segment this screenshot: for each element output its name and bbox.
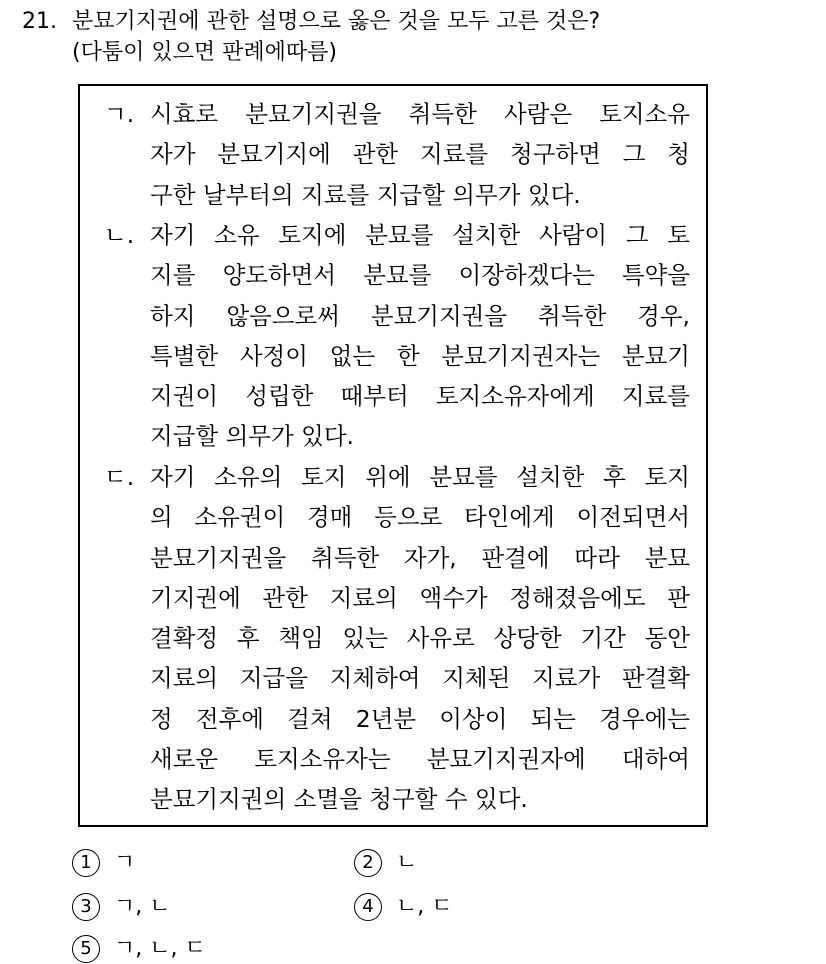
statement-text: 하지 않음으로써 분묘기지권을 취득한 경우, — [150, 301, 690, 330]
choice-5[interactable] — [72, 934, 206, 964]
statement-text: 특별한 사정이 없는 한 분묘기지권자는 분묘기 — [150, 341, 690, 370]
statement-text: 기지권에 관한 지료의 액수가 정해졌음에도 판 — [150, 583, 690, 612]
statement-box — [78, 84, 708, 827]
statement-mark: ㄷ. — [104, 463, 135, 491]
statement-line — [104, 376, 694, 416]
statement-text: 정 전후에 걸쳐 2년분 이상이 되는 경우에는 — [150, 704, 690, 733]
choice-answer: ㄱ, ㄴ, ㄷ — [114, 936, 206, 961]
statement-nieun — [104, 215, 694, 457]
choice-4[interactable] — [354, 892, 453, 922]
choice-answer: ㄴ, ㄷ — [396, 894, 453, 919]
statement-text: 자기 소유 토지에 분묘를 설치한 사람이 그 토 — [150, 221, 690, 249]
statement-line — [104, 457, 694, 497]
statement-line — [104, 175, 694, 215]
statement-giyeok — [104, 94, 694, 215]
statement-line — [104, 779, 694, 819]
statement-line — [104, 497, 694, 537]
statement-line — [104, 618, 694, 658]
statement-mark: ㄱ. — [104, 100, 135, 128]
choice-number: 5 — [72, 935, 100, 963]
statement-line — [104, 658, 694, 698]
choice-number: 4 — [354, 893, 382, 921]
choice-2[interactable] — [354, 848, 417, 878]
choice-answer: ㄱ, ㄴ — [114, 894, 171, 919]
statement-text: 새로운 토지소유자는 분묘기지권자에 대하여 — [150, 745, 690, 774]
choice-1[interactable] — [72, 848, 135, 878]
statement-line — [104, 699, 694, 739]
statement-text: 지권이 성립한 때부터 토지소유자에게 지료를 — [150, 382, 690, 411]
choice-3[interactable] — [72, 892, 171, 922]
statement-line — [104, 538, 694, 578]
statement-text: 결확정 후 책임 있는 사유로 상당한 기간 동안 — [150, 624, 690, 653]
choice-number: 2 — [354, 849, 382, 877]
question-number: 21. — [22, 9, 57, 34]
statement-text: 의 소유권이 경매 등으로 타인에게 이전되면서 — [150, 503, 690, 532]
question-title-line — [22, 6, 812, 38]
question-header — [22, 6, 812, 68]
statement-line — [104, 134, 694, 174]
statement-line — [104, 739, 694, 779]
question-subtitle: (다툼이 있으면 판례에따름) — [72, 40, 337, 65]
statement-text: 구한 날부터의 지료를 지급할 의무가 있다. — [150, 180, 581, 209]
statement-line — [104, 296, 694, 336]
statement-line — [104, 416, 694, 456]
choice-answer: ㄱ — [114, 850, 136, 875]
statement-text: 분묘기지권을 취득한 자가, 판결에 따라 분묘 — [150, 543, 690, 572]
statement-text: 지를 양도하면서 분묘를 이장하겠다는 특약을 — [150, 261, 690, 290]
choice-number: 1 — [72, 849, 100, 877]
statement-line — [104, 578, 694, 618]
statement-line — [104, 94, 694, 134]
statement-mark: ㄴ. — [104, 221, 135, 249]
statement-text: 자기 소유의 토지 위에 분묘를 설치한 후 토지 — [150, 463, 690, 491]
question-title: 분묘기지권에 관한 설명으로 옳은 것을 모두 고른 것은? — [72, 9, 601, 34]
statement-digeut — [104, 457, 694, 820]
statement-text: 자가 분묘기지에 관한 지료를 청구하면 그 청 — [150, 140, 690, 169]
statement-text: 지급할 의무가 있다. — [150, 422, 355, 451]
statement-text: 지료의 지급을 지체하여 지체된 지료가 판결확 — [150, 664, 690, 693]
statement-line — [104, 215, 694, 255]
choice-number: 3 — [72, 893, 100, 921]
statement-text: 시효로 분묘기지권을 취득한 사람은 토지소유 — [150, 100, 690, 128]
choice-answer: ㄴ — [396, 850, 418, 875]
statement-text: 분묘기지권의 소멸을 청구할 수 있다. — [150, 785, 528, 814]
statement-line — [104, 255, 694, 295]
statement-line — [104, 336, 694, 376]
